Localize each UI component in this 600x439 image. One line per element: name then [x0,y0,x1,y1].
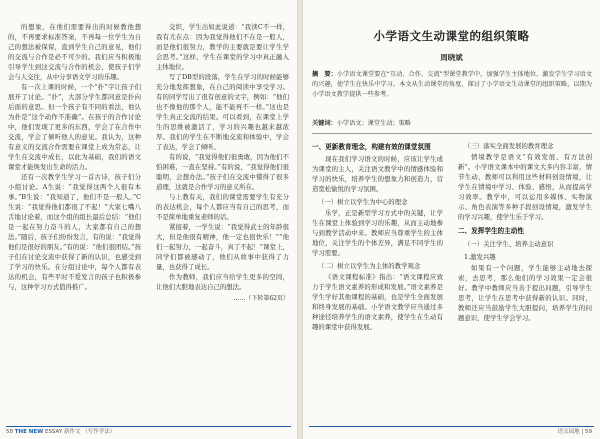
paragraph: 与上教有关，我们的课堂需要学生有充分的表达机会，每个人都应当有自己的思考，而不是简单地重复老师的话。 [156,193,289,221]
paragraph: 有一次上课的时候，一个“扑”字让孩子们展开了讨论。“扑”，大部分学生都同意是扑向后面的意思。但一个孩子有不同的看法，他认为扑是“这个动作不准确”。在孩子的合作讨论中，他们发现了更多的东西，学会了在合作中交流，学会了倾听他人的意见。我认为，这种有意义的交流合作需要在课堂上成为常态，让学生在交流中成长，以此为基础，我们的语文课堂才能焕发出生命的活力。 [8,83,141,171]
paragraph: 乐学，正是新型学习方式中的关键，让学生在课堂上体验到学习的乐趣，从而主动地参与到教学活动中来。教师应当尊重学生的主体地位，关注学生的个体差异，满足不同学生的学习需要。 [312,209,443,257]
right-column-2 [458,138,592,323]
page-number: 58 [6,429,13,435]
footer-rule [309,426,594,427]
abstract-text: 小学语文课堂要在“互动、合作、交流”型课堂教学中，加强学生主体地位，激发学生学习语文的兴趣，使学生在快乐中学习。本文从生动课堂的角度，探讨了小学语文生动课堂的组织策略，以期为小学语文教学提供一些参考。 [312,71,592,98]
article-title: 小学语文生动课堂的组织策略 [373,29,530,43]
paragraph: 现在我们学习语文的时候，应该让学生成为课堂的主人，关注语文教学中的情感体验和学习的快乐，培养学生的想象力和创造力，营造宽松愉悦的学习氛围。 [312,155,443,193]
paragraph: 《语文课程标准》指出：“语文课程应致力于学生语文素养的形成和发展。”语文素养是学生学好其他课程的基础，也是学生全面发展和终身发展的基础。小学语文教学应当通过多种途径培养学生的语文素养，使学生在生动有趣的课堂中获得发展。 [312,273,443,331]
paragraph: 交织，学生出如此说道：“我读C不一样，我有尤在点：因为我觉得他们不在是一般人，而是他们很努力，教学的主要就是要让学生学会思考。”这样，学生在课堂的学习中真正融入主体地位。 [156,23,289,71]
left-page [0,0,298,439]
subsection-heading: （一）树立以学生为中心的理念 [318,198,408,206]
paragraph: 写了DB型的段落，学生在学习的时候能够充分地发挥想象，在自己的阅读中享受学习。有的同学写出了很有创意的文字，例如：“他们也不像他的那个人，能不能再不一样。”这也是学生真正交流的结果。可以看到，在课堂上学生的思维被激活了，学习的兴趣也越来越浓厚。我们的学生在不断地交流和体验中，学会了表达，学会了倾听。 [156,73,289,151]
subsection-heading: （三）落实全面发展的教育理念 [464,142,554,150]
paragraph: 的想象，在他们需要得出的时候教他想的，不再要求标准答案，不再每一位学生为自己的想法被保留，直到学生自己的意见，他们的交流与合作是必不可少的。我们应当积极地引导学生到这交流与合作的机会，使孩子们学会与人交往，从中分享语文学习的乐趣。 [8,23,141,81]
right-footer: 语文园地 | 59 [557,429,592,435]
footer-tail: （写作学法） [82,429,116,435]
paragraph: 有的说，“我觉得他们很勇敢，因为他们不怕困难，一直在坚持。”有的说，“我觉得他们很聪明，会想办法。”孩子们在交流中懂得了很多道理，这就是合作学习的意义所在。 [156,153,289,191]
left-column-1 [8,22,141,292]
keywords-label: 关键词： [312,120,337,127]
left-footer [6,425,115,439]
right-column-1 [312,138,443,332]
paragraph: 情境教学是语文“有效发展、有方法创新”。小学语文课本中的课文大多内容丰富，情节生动，教师可以利用这些材料创设情境，让学生在情境中学习、体验、感悟，从而提高学习效率。教学中，可以运用多媒体、实物演示、角色表演等多种手段创设情境，激发学生的学习兴趣，使学生乐于学习。 [458,153,592,221]
abstract [312,70,592,100]
sub-subsection-heading: 1.激发兴趣 [464,253,496,261]
magazine-brand: THE NEW [14,429,44,435]
paragraph: 还有一次教学生学习一首古诗，孩子们分小组讨论。A生说：“我觉得这两个人很有本事。”B生说：“我知道了，他们不是一般人。”C生说：“我觉得他们都很了不起！”大家七嘴八舌地讨论着，而这个组的组长最后总结：“他们是一起在努力奋斗的人，大家都有自己的想法。”随后，孩子们纷纷发言，有的说：“我觉得他们是很好的朋友。”有的说：“他们很团结。”孩子们在讨论交流中获得了新的认识，也感受到了学习的快乐。在分组讨论中，每个人都有表达的机会，有些平时不爱发言的孩子也积极参与，这种学习方式值得推广。 [8,173,141,291]
keywords-text: 小学语文；课堂生动；策略 [336,120,411,127]
magazine-brand-2: ESSAY 新作文 [44,429,81,435]
left-column-2 [156,22,289,304]
section-heading: 一、更新教育理念，构建有效的课堂氛围 [312,143,431,151]
abstract-label: 摘 要： [312,71,337,78]
section-heading: 二、发挥学生的主动性 [458,227,524,235]
paragraph: 如果有一个问题，学生能够主动地去探索，去思考，那么他们的学习效果一定会很好。教学中教师应当善于提出问题，引导学生思考，让学生在思考中获得新的认识。同时，教师还应当鼓励学生大胆提问，培养学生的问题意识，使学生学会学习。 [458,264,592,322]
abstract-divider [312,133,592,134]
paragraph: 作为教师，我们应当给学生更多的空间，让他们大胆地表达自己的想法。 [156,273,289,291]
subsection-heading: （二）树立以学生为主体的教学观念 [318,262,421,270]
continued-reference: ……（下转第62页） [233,295,289,302]
keywords [312,119,592,129]
article-author: 周晓斌 [440,53,463,62]
subsection-heading: （一）关注学生、培养主动意识 [464,240,554,248]
paragraph: 紧接着，一学生说：“我觉得武士的年龄很大，但是他很有精神，他一定也很快乐！”“他们一起努力，一起奋斗，真了不起！”课堂上，同学们都被感动了，他们从故事中获得了力量，也获得了成长。 [156,223,289,271]
